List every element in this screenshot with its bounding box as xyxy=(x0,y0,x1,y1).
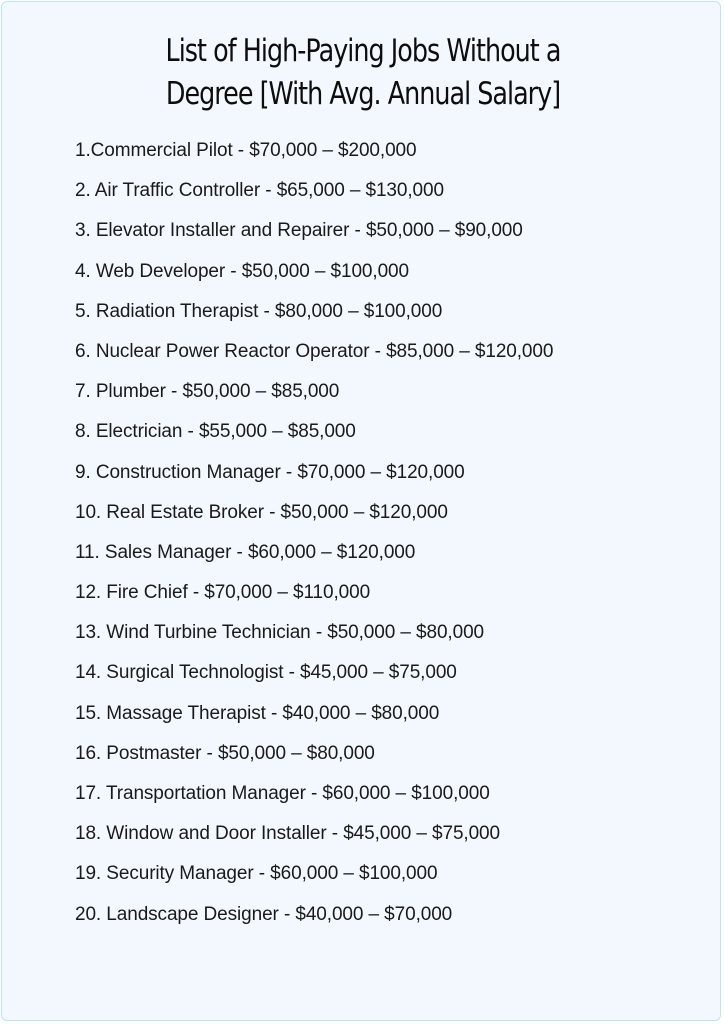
list-item: 18. Window and Door Installer - $45,000 – $75,000 xyxy=(75,823,500,845)
title-line-2: Degree [With Avg. Annual Salary] xyxy=(165,76,561,112)
list-item: 12. Fire Chief - $70,000 – $110,000 xyxy=(75,582,371,604)
list-item: 1.Commercial Pilot - $70,000 – $200,000 xyxy=(75,140,417,161)
page-title xyxy=(67,30,659,116)
list-item: 4. Web Developer - $50,000 – $100,000 xyxy=(75,260,409,282)
document-card xyxy=(1,1,721,1021)
jobs-list xyxy=(75,135,553,939)
list-item: 17. Transportation Manager - $60,000 – $100,000 xyxy=(75,783,490,804)
list-item: 20. Landscape Designer - $40,000 – $70,000 xyxy=(75,903,453,925)
list-item: 6. Nuclear Power Reactor Operator - $85,000 – $120,000 xyxy=(75,340,554,362)
list-item: 10. Real Estate Broker - $50,000 – $120,000 xyxy=(75,501,448,523)
list-item: 11. Sales Manager - $60,000 – $120,000 xyxy=(75,541,416,563)
list-item: 9. Construction Manager - $70,000 – $120,000 xyxy=(75,461,465,483)
list-item: 8. Electrician - $55,000 – $85,000 xyxy=(75,421,356,443)
list-item: 2. Air Traffic Controller - $65,000 – $130,000 xyxy=(75,180,444,202)
list-item: 15. Massage Therapist - $40,000 – $80,000 xyxy=(75,702,440,724)
list-item: 7. Plumber - $50,000 – $85,000 xyxy=(75,381,340,403)
title-line-1: List of High-Paying Jobs Without a xyxy=(165,33,561,69)
list-item: 3. Elevator Installer and Repairer - $50,000 – $90,000 xyxy=(75,220,523,242)
list-item: 14. Surgical Technologist - $45,000 – $75,000 xyxy=(75,662,457,684)
list-item: 19. Security Manager - $60,000 – $100,000 xyxy=(75,863,438,885)
list-item: 13. Wind Turbine Technician - $50,000 – $80,000 xyxy=(75,622,485,644)
list-item: 5. Radiation Therapist - $80,000 – $100,000 xyxy=(75,300,443,322)
list-item: 16. Postmaster - $50,000 – $80,000 xyxy=(75,742,375,764)
